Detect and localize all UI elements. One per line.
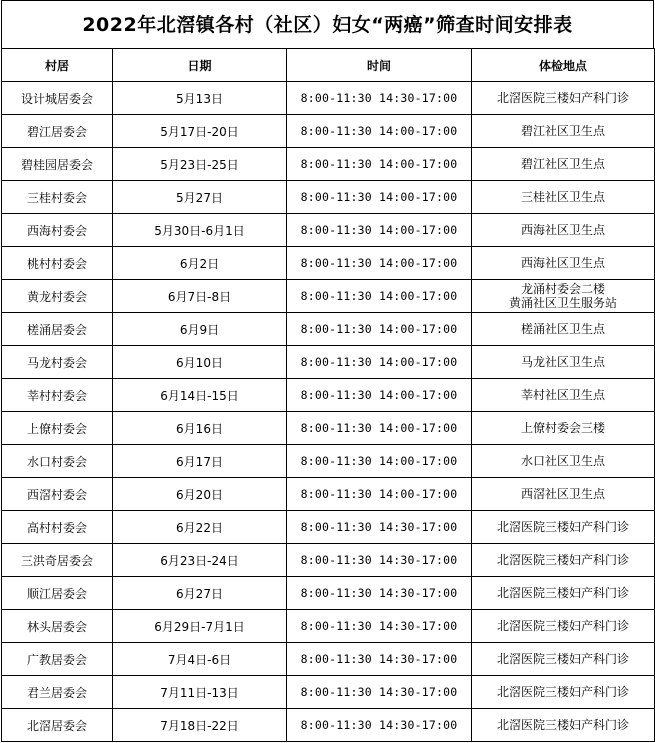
date-cell: 5月17日-20日 [113, 115, 287, 148]
location-cell [472, 577, 655, 610]
time-cell: 8:00-11:30 14:30-17:00 [287, 676, 472, 709]
table-row [2, 214, 655, 247]
table-row [2, 346, 655, 379]
schedule-document [1, 0, 654, 742]
village-cell: 上僚村委会 [2, 412, 113, 445]
time-cell: 8:00-11:30 14:30-17:00 [287, 643, 472, 676]
time-cell: 8:00-11:30 14:00-17:00 [287, 181, 472, 214]
time-cell: 8:00-11:30 14:30-17:00 [287, 577, 472, 610]
table-row [2, 643, 655, 676]
table-row [2, 379, 655, 412]
location-cell [472, 610, 655, 643]
location-line: 西海社区卫生点 [520, 223, 605, 237]
location-line: 黄涌社区卫生服务站 [508, 296, 617, 310]
location-line: 槎涌社区卫生点 [520, 322, 605, 336]
table-row [2, 280, 655, 313]
village-cell: 高村村委会 [2, 511, 113, 544]
table-row [2, 115, 655, 148]
location-cell [472, 511, 655, 544]
time-cell: 8:00-11:30 14:00-17:00 [287, 313, 472, 346]
date-cell: 6月7日-8日 [113, 280, 287, 313]
location-line: 碧江社区卫生点 [520, 124, 605, 138]
village-cell: 北滘居委会 [2, 709, 113, 742]
village-cell: 三洪奇居委会 [2, 544, 113, 577]
table-row [2, 313, 655, 346]
table-row [2, 412, 655, 445]
date-cell: 6月16日 [113, 412, 287, 445]
time-cell: 8:00-11:30 14:00-17:00 [287, 412, 472, 445]
location-cell [472, 445, 655, 478]
date-cell: 6月20日 [113, 478, 287, 511]
location-cell [472, 82, 655, 115]
date-cell: 6月22日 [113, 511, 287, 544]
header-row [2, 49, 655, 82]
table-row [2, 445, 655, 478]
time-cell: 8:00-11:30 14:00-17:00 [287, 115, 472, 148]
village-cell: 槎涌居委会 [2, 313, 113, 346]
table-row [2, 544, 655, 577]
table-row [2, 610, 655, 643]
date-cell: 6月9日 [113, 313, 287, 346]
date-cell: 7月18日-22日 [113, 709, 287, 742]
time-cell: 8:00-11:30 14:00-17:00 [287, 379, 472, 412]
village-cell: 三桂村委会 [2, 181, 113, 214]
time-cell: 8:00-11:30 14:00-17:00 [287, 346, 472, 379]
location-line: 三桂社区卫生点 [520, 190, 605, 204]
header-village: 村居 [2, 49, 113, 82]
date-cell: 6月14日-15日 [113, 379, 287, 412]
header-location: 体检地点 [472, 49, 655, 82]
table-row [2, 478, 655, 511]
village-cell: 设计城居委会 [2, 82, 113, 115]
time-cell: 8:00-11:30 14:00-17:00 [287, 478, 472, 511]
village-cell: 黄龙村委会 [2, 280, 113, 313]
location-line: 北滘医院三楼妇产科门诊 [496, 652, 629, 666]
location-line: 北滘医院三楼妇产科门诊 [496, 553, 629, 567]
date-cell: 6月27日 [113, 577, 287, 610]
date-cell: 7月4日-6日 [113, 643, 287, 676]
location-line: 北滘医院三楼妇产科门诊 [496, 586, 629, 600]
village-cell: 桃村村委会 [2, 247, 113, 280]
table-row [2, 577, 655, 610]
village-cell: 碧江居委会 [2, 115, 113, 148]
location-cell [472, 412, 655, 445]
village-cell: 碧桂园居委会 [2, 148, 113, 181]
location-line: 马龙社区卫生点 [520, 355, 605, 369]
location-line: 西海社区卫生点 [520, 256, 605, 270]
date-cell: 5月13日 [113, 82, 287, 115]
location-line: 北滘医院三楼妇产科门诊 [496, 685, 629, 699]
header-date: 日期 [113, 49, 287, 82]
location-line: 西滘社区卫生点 [520, 487, 605, 501]
location-line: 龙涌村委会二楼 [520, 282, 605, 296]
time-cell: 8:00-11:30 14:00-17:00 [287, 445, 472, 478]
location-cell [472, 544, 655, 577]
date-cell: 6月23日-24日 [113, 544, 287, 577]
date-cell: 6月2日 [113, 247, 287, 280]
date-cell: 6月10日 [113, 346, 287, 379]
location-line: 北滘医院三楼妇产科门诊 [496, 520, 629, 534]
location-cell [472, 676, 655, 709]
location-line: 北滘医院三楼妇产科门诊 [496, 91, 629, 105]
village-cell: 水口村委会 [2, 445, 113, 478]
location-line: 碧江社区卫生点 [520, 157, 605, 171]
time-cell: 8:00-11:30 14:30-17:00 [287, 709, 472, 742]
table-body [2, 82, 655, 742]
date-cell: 6月17日 [113, 445, 287, 478]
time-cell: 8:00-11:30 14:00-17:00 [287, 148, 472, 181]
location-cell [472, 280, 655, 313]
location-line: 莘村社区卫生点 [520, 388, 605, 402]
page-title: 2022年北滘镇各村（社区）妇女“两癌”筛查时间安排表 [1, 0, 654, 48]
location-cell [472, 643, 655, 676]
location-line: 水口社区卫生点 [520, 454, 605, 468]
location-cell [472, 313, 655, 346]
time-cell: 8:00-11:30 14:00-17:00 [287, 247, 472, 280]
table-row [2, 676, 655, 709]
location-line: 北滘医院三楼妇产科门诊 [496, 718, 629, 732]
time-cell: 8:00-11:30 14:30-17:00 [287, 610, 472, 643]
village-cell: 广教居委会 [2, 643, 113, 676]
time-cell: 8:00-11:30 14:00-17:00 [287, 280, 472, 313]
date-cell: 7月11日-13日 [113, 676, 287, 709]
village-cell: 西海村委会 [2, 214, 113, 247]
location-cell [472, 115, 655, 148]
location-cell [472, 346, 655, 379]
village-cell: 林头居委会 [2, 610, 113, 643]
location-cell [472, 478, 655, 511]
schedule-table [1, 48, 655, 742]
date-cell: 5月23日-25日 [113, 148, 287, 181]
location-line: 北滘医院三楼妇产科门诊 [496, 619, 629, 633]
village-cell: 君兰居委会 [2, 676, 113, 709]
location-cell [472, 247, 655, 280]
village-cell: 莘村村委会 [2, 379, 113, 412]
village-cell: 西滘村委会 [2, 478, 113, 511]
village-cell: 顺江居委会 [2, 577, 113, 610]
table-row [2, 148, 655, 181]
location-cell [472, 148, 655, 181]
date-cell: 5月27日 [113, 181, 287, 214]
date-cell: 5月30日-6月1日 [113, 214, 287, 247]
table-row [2, 511, 655, 544]
location-cell [472, 181, 655, 214]
location-cell [472, 709, 655, 742]
village-cell: 马龙村委会 [2, 346, 113, 379]
table-row [2, 709, 655, 742]
date-cell: 6月29日-7月1日 [113, 610, 287, 643]
time-cell: 8:00-11:30 14:00-17:00 [287, 214, 472, 247]
time-cell: 8:00-11:30 14:30-17:00 [287, 511, 472, 544]
time-cell: 8:00-11:30 14:30-17:00 [287, 82, 472, 115]
location-line: 上僚村委会三楼 [520, 421, 605, 435]
table-row [2, 247, 655, 280]
location-cell [472, 214, 655, 247]
time-cell: 8:00-11:30 14:30-17:00 [287, 544, 472, 577]
header-time: 时间 [287, 49, 472, 82]
table-row [2, 82, 655, 115]
location-cell [472, 379, 655, 412]
table-row [2, 181, 655, 214]
